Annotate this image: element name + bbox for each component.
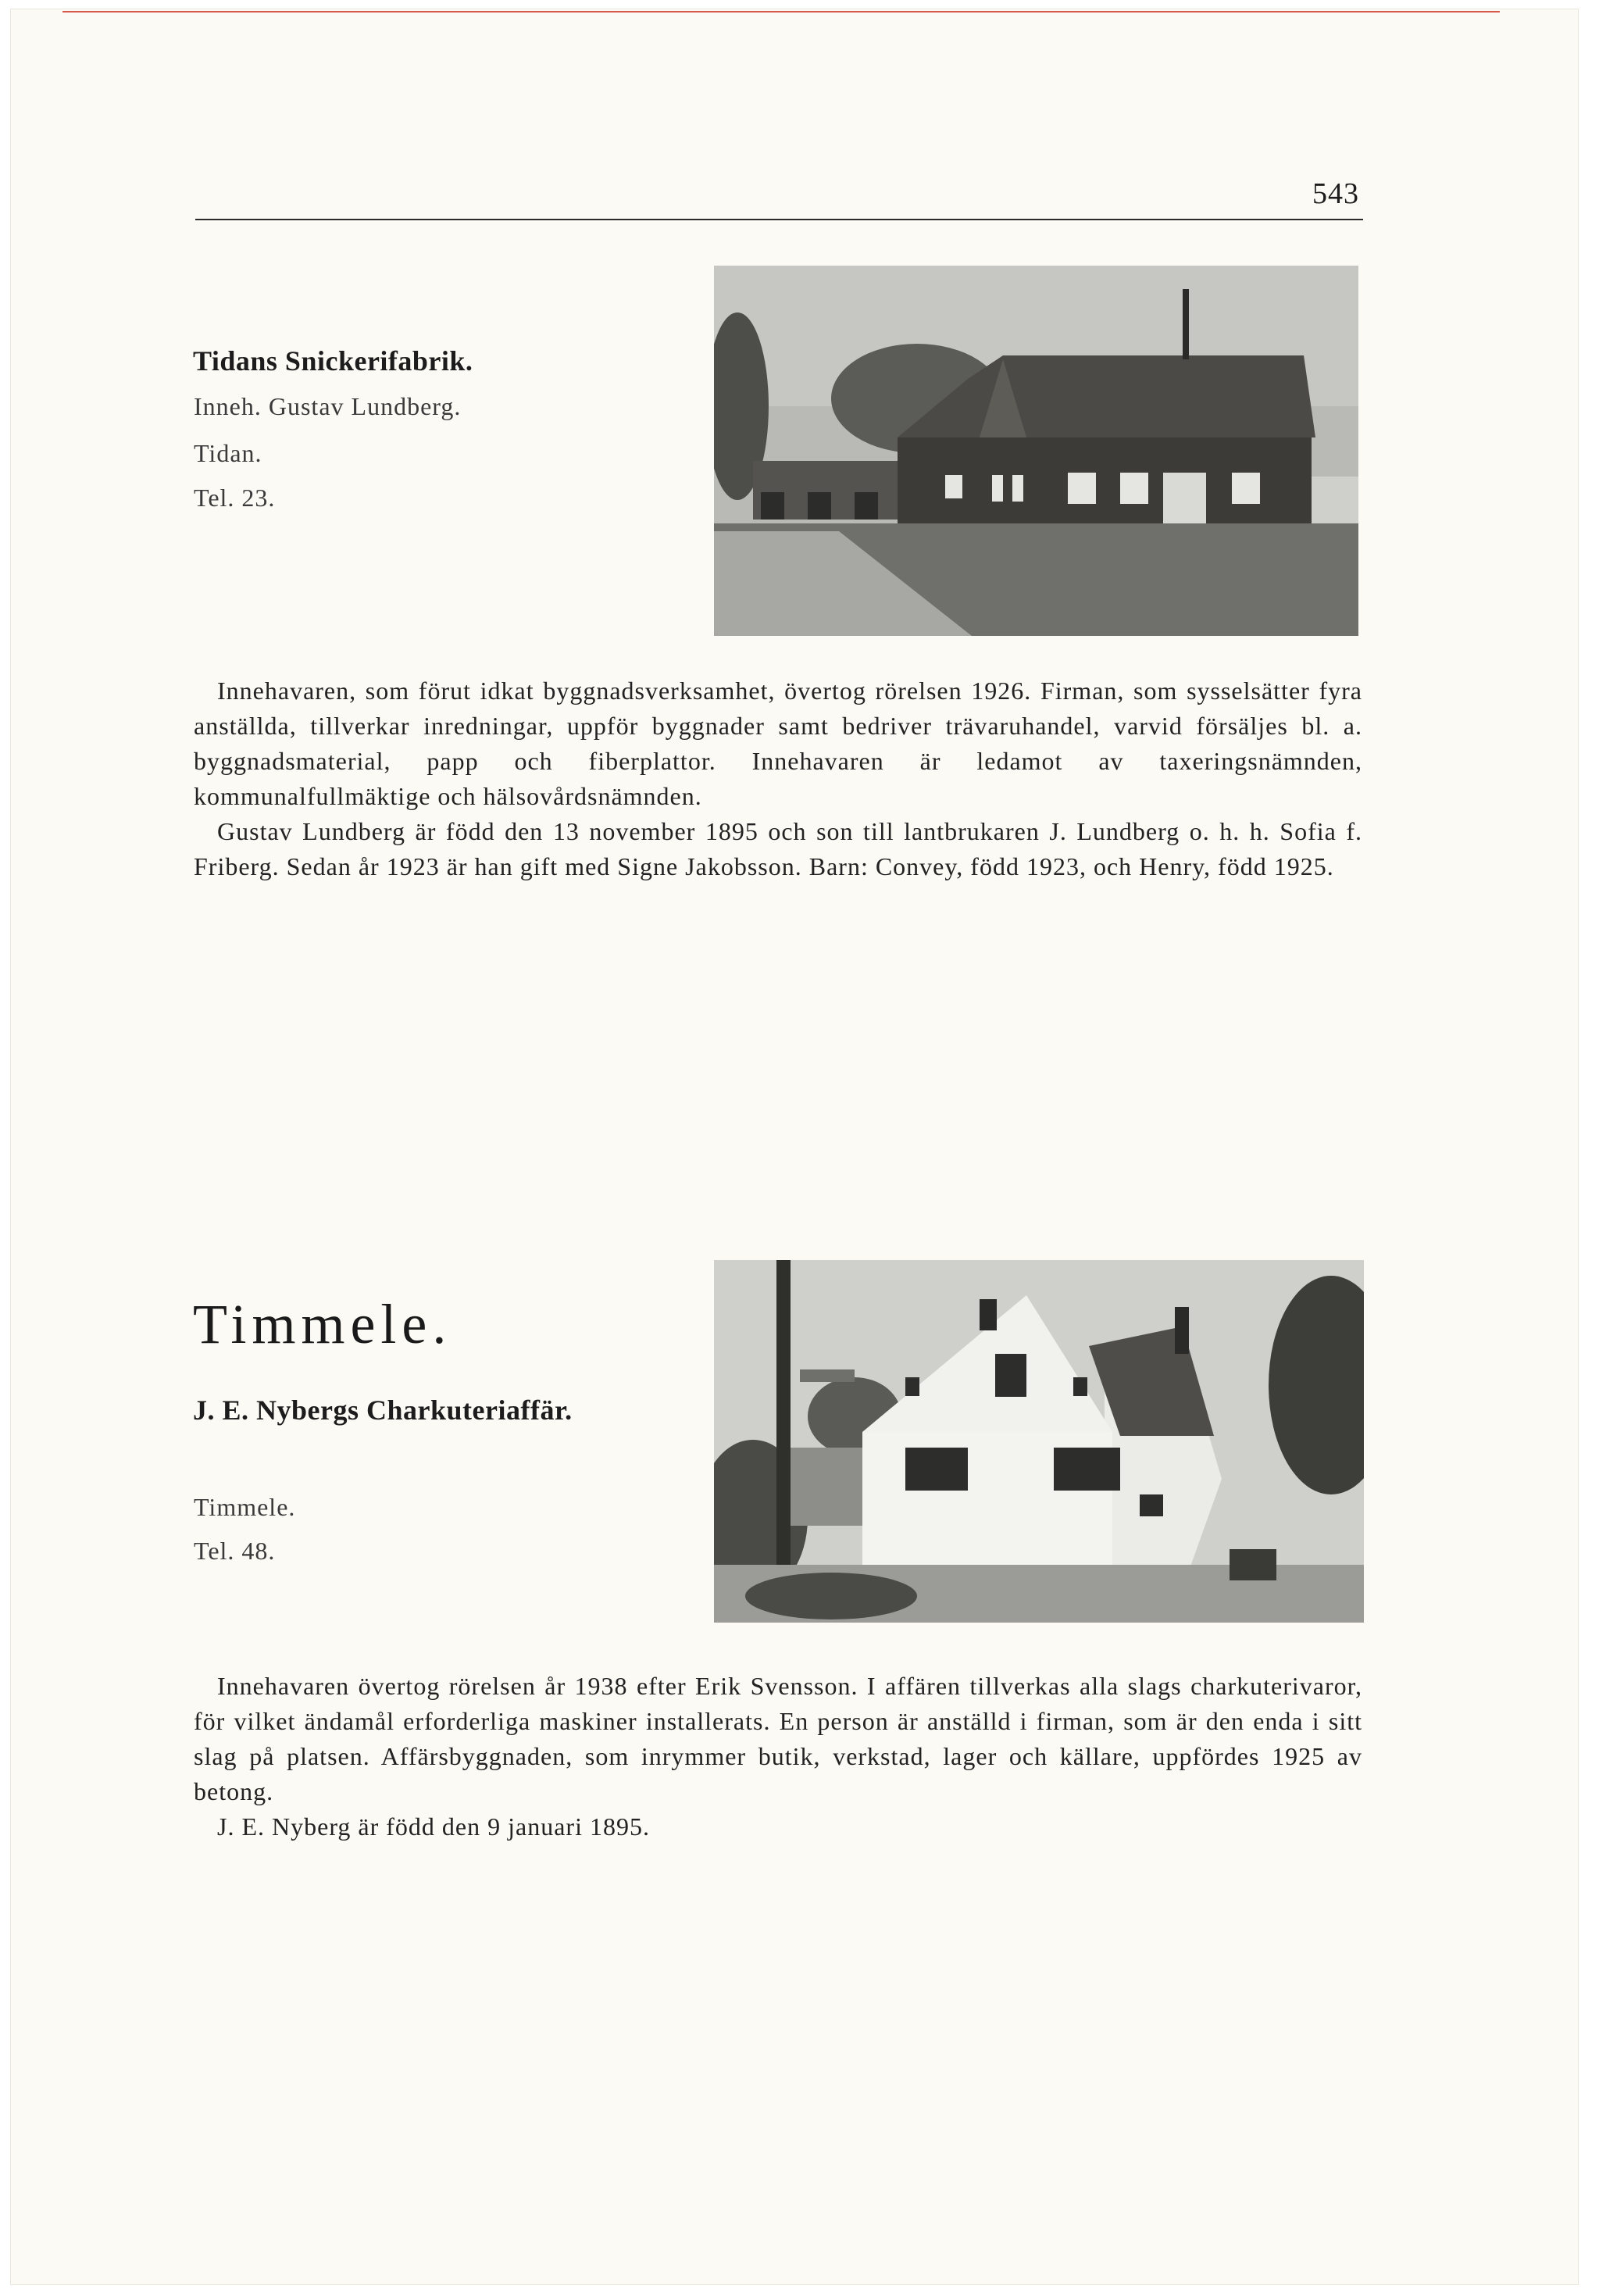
paragraph: Innehavaren, som förut idkat byggnadsverksamhet, övertog rörelsen 1926. Firman, som sysselsätter fyra anställda, tillverkar inredningar, uppför byggnader samt bedriver trävaruhandel, varvid försäljes bl. a. byggnadsmaterial, papp och fiberplattor. Innehavaren är ledamot av taxeringsnämnden, kommunalfullmäktige och hälsovårdsnämnden. (194, 677, 1362, 810)
shop-house-photo (714, 1260, 1364, 1623)
page-number: 543 (1312, 177, 1359, 210)
entry-text-tidans (194, 673, 1362, 884)
contact-phone: Tel. 23. (194, 484, 276, 512)
contact-place: Tidan. (194, 439, 262, 467)
place-heading: Timmele. (193, 1293, 452, 1355)
page-edge-line (62, 11, 1500, 12)
header-rule (195, 219, 1363, 220)
contact-phone: Tel. 48. (194, 1537, 276, 1565)
entry-text-nybergs (194, 1669, 1362, 1844)
paragraph: Innehavaren övertog rörelsen år 1938 efter Erik Svensson. I affären tillverkas alla slags charkuterivaror, för vilket ändamål erforderliga maskiner installerats. En person är anställd i firman, som är den enda i sitt slag på platsen. Affärsbyggnaden, som inrymmer butik, verkstad, lager och källare, uppfördes 1925 av betong. (194, 1672, 1362, 1805)
company-name-nybergs: J. E. Nybergs Charkuteriaffär. (193, 1394, 573, 1426)
company-name-tidans: Tidans Snickerifabrik. (193, 345, 473, 377)
contact-place: Timmele. (194, 1493, 296, 1521)
paragraph: J. E. Nyberg är född den 9 januari 1895. (217, 1812, 650, 1841)
workshop-building-photo (714, 266, 1358, 636)
contact-owner: Inneh. Gustav Lundberg. (194, 392, 462, 420)
paragraph: Gustav Lundberg är född den 13 november 1895 och son till lantbrukaren J. Lundberg o. h. h. Sofia f. Friberg. Sedan år 1923 är han gift med Signe Jakobsson. Barn: Convey, född 1923, och Henry, född 1925. (194, 817, 1362, 880)
